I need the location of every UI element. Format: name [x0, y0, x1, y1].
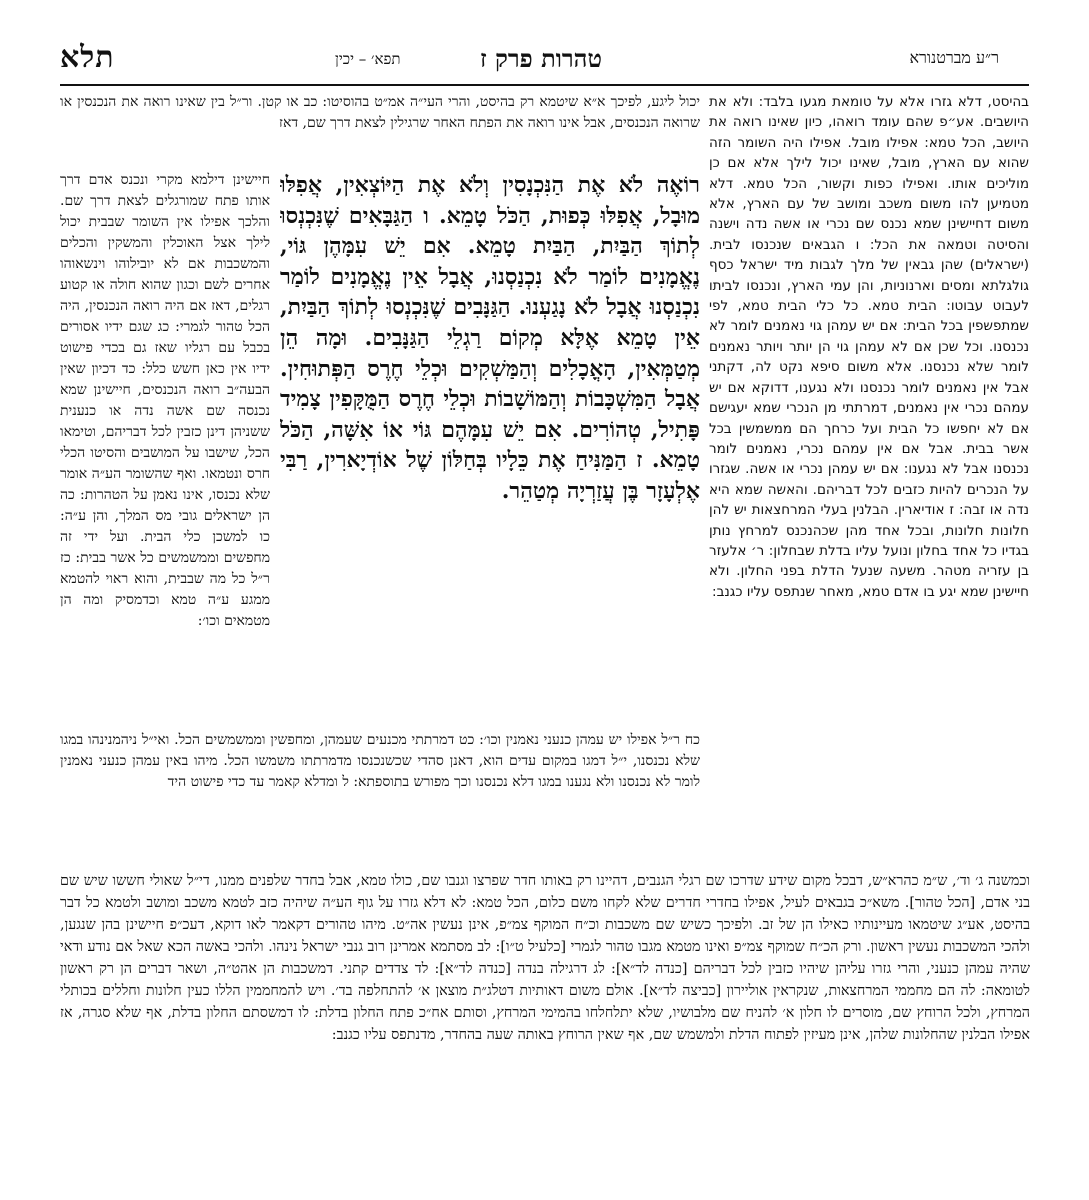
header-rule	[60, 84, 1029, 86]
folio-number: תלא	[60, 40, 115, 75]
commentary-middle-block	[60, 730, 700, 860]
commentary-middle-text: כח ר״ל אפילו יש עמהן כנעני נאמנין וכו׳: כט דמרתתי מכנעים שעמהן, ומחפשין וממשמשים הכל. ואי״ל ניהמנינהו במגו שלא נכנסנו, י״ל דמגו במקום עדים הוא, דאנן סהדי שכשנכנסו מדמרתתו משמשו הכל. מיהו באין עמהן כנעני נאמנין לומר לא נכנסנו ולא נגענו במגו דלא נכנסנו וכך מפורש בתוספתא: ל ומדלא קאמר עד כדי פישוט היד	[60, 732, 700, 790]
commentary-top-left	[60, 92, 700, 162]
commentary-right-column	[709, 92, 1029, 812]
commentary-range: תפא׳ – יכין	[335, 50, 401, 68]
commentary-left-column	[60, 170, 270, 730]
commentary-bottom-block	[60, 870, 1030, 1180]
commentary-bottom-text: וכמשנה ג׳ וד׳, ש״מ כהרא״ש, דבכל מקום שידע שדרכו שם רגלי הגנבים, דהיינו רק באותו חדר שפרצו וגנבו שם, כולו טמא, אבל בחדר שלפנים ממנו, די״ל שאולי חששו שיש שם בני אדם, [הכל טהור]. משא״כ בגבאים לעיל, אפילו בחדרי חדרים שלא לקחו משם כלום, הכל טמא: לא דלא גזרו על גוף הע״ה שיהיה כזב לטמא משכב ומושב ולטמא כל דבר בהיסט, אע״ג שיטמאו מעיינותיו כאילו הן של זב. ולפיכך כשיש שם משכבות וכ״ח המוקף צמ״פ, אינן נעשין אה״ט. מיהו טהורים דקאמר לאו דוקא, דעכ״פ חיישינן בהן שנגען, ולהכי המשכבות נעשין ראשון. ורק הכ״ח שמוקף צמ״פ ואינו מטמא מגבו טהור לגמרי [כלעיל ט״ו]: לב מסתמא אמרינן רוב גנבי ישראל נינהו. ולהכי באשה הכא שאל אם נודע ודאי שהיה עמהן כנעני, והרי גזרו עליהן שיהיו כזבין לכל דבריהם [כנדה לד״א]: לג דרגילה בנדה [כנדה לד״א]: לד צדדים קתני. דמשכבות הן אהט״ה, ושאר דברים הן רק ראשון לטומאה: לה הם מחממי המרחצאות, שנקראין אוליירון [כביצה לד״א]. אולם משום דאותיות דטלג״ת מוצאן א׳ להתחלפה בד׳. ויש להמחממין הללו כעין חלונות וחללים בכותלי המרחץ, ולכל הרוחץ שם, מוסרים לו חלון א׳ להניח שם מלבושיו, שלא יתלחלחו בהמימי המרחץ, וסותם אח״כ פתח החלון בדלת: לו דמשסתם החלון בדלת, אף שלא סגרה, אז אפילו הבלנין שהחלונות שלהן, אינן מעיזין לפתוח הדלת ולמשמש שם, אף שאין הרוחץ באותה שעה בהחדר, מדנתפס עליו כגנב:	[60, 873, 1030, 1043]
mishnah-column	[280, 170, 700, 730]
commentary-top-left-text: יכול ליגע, לפיכך א״א שיטמא רק בהיסט, והרי העי״ה אמ״ט בהוסיטו: כב או קטן. ור״ל בין שאינו רואה את הנכנסין או שרואה הנכנסים, אבל אינו רואה את הפתח האחר שרגילין לצאת דרך שם, דאז	[60, 94, 700, 131]
commentary-right-text: בהיסט, דלא גזרו אלא על טומאת מגעו בלבד: ולא את היושבים. אע״פ שהם עומד רואהו, כיון שאינו רואה את היושב, הכל טמא: אפילו מובל. אפילו היה השומר הזה שהוא עם הארץ, מובל, שאינו יכול לילך אלא אם כן מוליכים אותו. ואפילו כפות וקשור, הכל טמא. דלא מטמיען להו משום משכב ומושב של עם הארץ, אלא משום דחיישינן שמא נכנס שם נכרי או אשה נדה וישנה והסיטה וטמאה את הכל: ו הגבאים שנכנסו לבית. (ישראלים) שהן גבאין של מלך לגבות מיד ישראל כסף גולגלתא ומסים וארנוניות, והן עמי הארץ, ונכנסו לביתו לעבוט עבוטו: הבית טמא. כל כלי הבית טמא, לפי שמתפשפין בכל הבית: אם יש עמהן גוי נאמנים לומר לא נכנסנו. וכל שכן אם לא עמהן גוי הן יותר ויותר נאמנים לומר שלא נכנסנו. אלא משום סיפא נקט לה, דקתני אבל אין נאמנים לומר נכנסנו ולא נגענו, דדוקא אם יש עמהם נכרי אין נאמנים, דמרתתי מן הנכרי שמא יעגישם אם לא יחפשו כל הבית ועל כרחך הם ממשמשין בכל אשר בבית. אבל אם אין עמהם נכרי, נאמנים לומר נכנסנו אבל לא נגענו: אם יש עמהן נכרי או אשה. שגזרו על הנכרים להיות כזבים לכל דבריהם. והאשה שמא היא נדה או זבה: ז אודיארין. הבלנין בעלי המרחצאות יש להן חלונות חלונות, ובכל אחד מהן שכהנכנס למרחץ נותן בגדיו כל אחד בחלון ונועל עליו בדלת שבחלון: ר׳ אלעזר בן עזריה מטהר. משעה שנעל הדלת בפני החלון. ולא חיישינן שמא יגע בו אדם טמא, מאחר שנתפס עליו כגנב:	[709, 94, 1029, 600]
commentary-left-text: חיישינן דילמא מקרי ונכנס אדם דרך אותו פתח שמורגלים לצאת דרך שם. והלכך אפילו אין השומר שבבית יכול לילך אצל האוכלין והמשקין והכלים והמשכבות אם לא יובילוהו וינשאוהו אחרים לשם וכגון שהוא חולה או קטוע רגלים, דאז אם היה רואה הנכנסין, היה הכל טהור לגמרי: כג שגם ידיו אסורים בכבל עם רגליו שאז גם בכדי פישוט ידיו אין כאן חשש כלל: כד דכיון שאין הבעה״ב רואה הנכנסים, חיישינן שמא נכנסה שם אשה נדה או כנענית ששניהן דינן כזבין לכל דבריהם, וטימאו הכל, שישבו על המושבים והסיטו הכלי חרס ונטמאו. ואף שהשומר הע״ה אומר שלא נכנסו, אינו נאמן על הטהרות: כה הן ישראלים גובי מס המלך, והן ע״ה: כו למשכן כלי הבית. ועל ידי זה מחפשים וממשמשים כל אשר בבית: כז ר״ל כל מה שבבית, והוא ראוי להטמא ממגע ע״ה טמא וכדמסיק ומה הן מטמאים וכו׳:	[60, 172, 270, 629]
commentator-name: ר״ע מברטנורא	[909, 48, 999, 67]
page-header	[60, 40, 1029, 84]
mishnah-text: רוֹאֶה לֹא אֶת הַנִּכְנָסִין וְלֹא אֶת הַיּוֹצְאִין, אֲפִלּוּ מוּבָל, אֲפִלּוּ כְּפוּת, הַכֹּל טָמֵא. ו הַגַּבָּאִים שֶׁנִּכְנְסוּ לְתוֹךְ הַבַּיִת, הַבַּיִת טָמֵא. אִם יֵשׁ עִמָּהֶן גּוֹי, נֶאֱמָנִים לוֹמַר לֹא נִכְנַסְנוּ, אֲבָל אֵין נֶאֱמָנִים לוֹמַר נִכְנַסְנוּ אֲבָל לֹא נָגַעְנוּ. הַגַּנָּבִים שֶׁנִּכְנְסוּ לְתוֹךְ הַבַּיִת, אֵין טָמֵא אֶלָּא מְקוֹם רַגְלֵי הַגַּנָּבִים. וּמָה הֵן מְטַמְּאִין, הָאֳכָלִים וְהַמַּשְׁקִים וּכְלֵי חֶרֶס הַפְּתוּחִין. אֲבָל הַמִּשְׁכָּבוֹת וְהַמּוֹשָׁבוֹת וּכְלֵי חֶרֶס הַמֻּקָּפִין צָמִיד פָּתִיל, טְהוֹרִים. אִם יֵשׁ עִמָּהֶם גּוֹי אוֹ אִשָּׁה, הַכֹּל טָמֵא. ז הַמַּנִּיחַ אֶת כֵּלָיו בְּחַלּוֹן שֶׁל אוֹדְיָארִין, רַבִּי אֶלְעָזָר בֶּן עֲזַרְיָה מְטַהֵר.	[280, 172, 700, 504]
page-title: טהרות פרק ז	[480, 44, 602, 73]
